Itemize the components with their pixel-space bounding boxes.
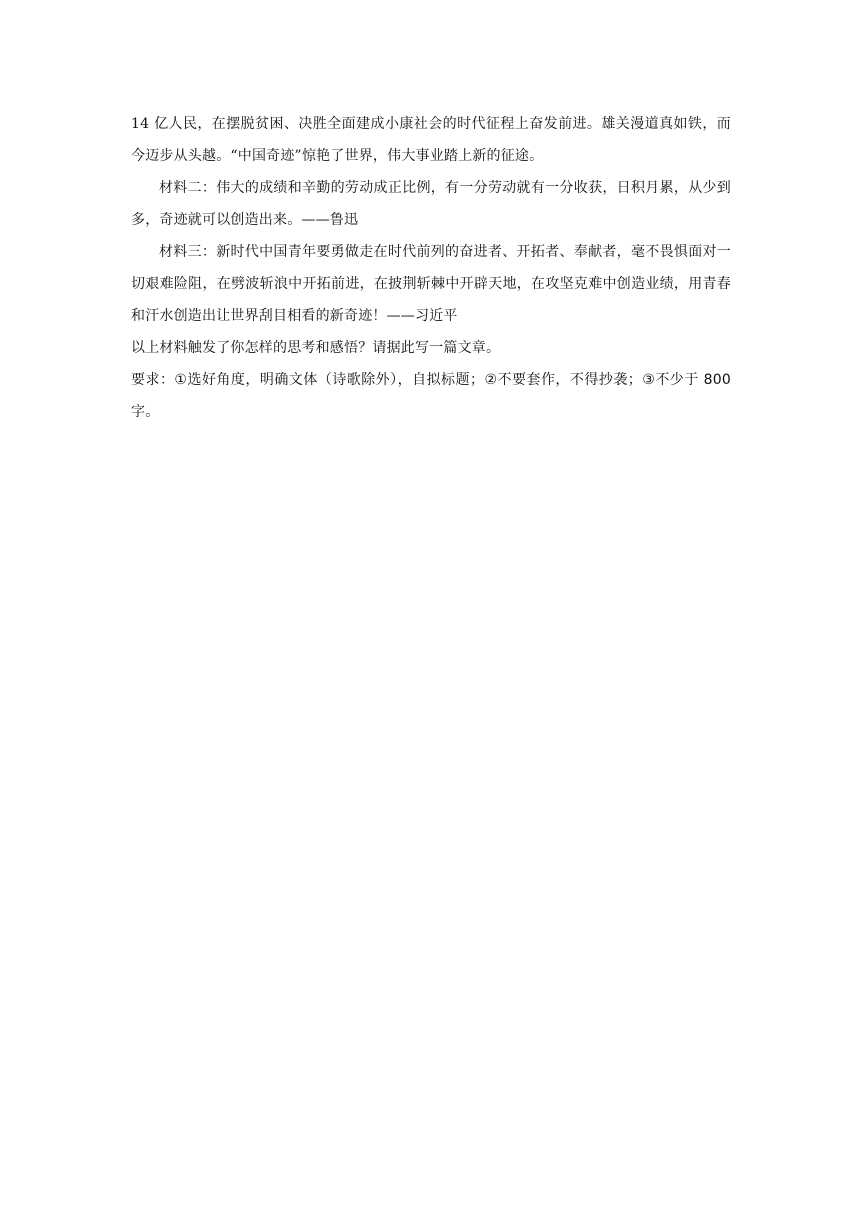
material-three-paragraph: 材料三：新时代中国青年要勇做走在时代前列的奋进者、开拓者、奉献者，毫不畏惧面对一切艰难险阻，在劈波斩浪中开拓前进，在披荆斩棘中开辟天地，在攻坚克难中创造业绩，用青春和汗水创造出让世界刮目相看的新奇迹！——习近平 bbox=[131, 244, 731, 324]
material-one-continuation-paragraph: 14 亿人民，在摆脱贫困、决胜全面建成小康社会的时代征程上奋发前进。雄关漫道真如铁，而今迈步从头越。“中国奇迹”惊艳了世界，伟大事业踏上新的征途。 bbox=[131, 116, 731, 164]
essay-prompt-text bbox=[131, 108, 731, 428]
requirements-paragraph: 要求：①选好角度，明确文体（诗歌除外），自拟标题；②不要套作，不得抄袭；③不少于 800字。 bbox=[131, 372, 731, 420]
material-two-paragraph: 材料二：伟大的成绩和辛勤的劳动成正比例，有一分劳动就有一分收获，日积月累，从少到多，奇迹就可以创造出来。——鲁迅 bbox=[131, 180, 731, 228]
writing-prompt-paragraph: 以上材料触发了你怎样的思考和感悟？请据此写一篇文章。 bbox=[131, 340, 501, 356]
